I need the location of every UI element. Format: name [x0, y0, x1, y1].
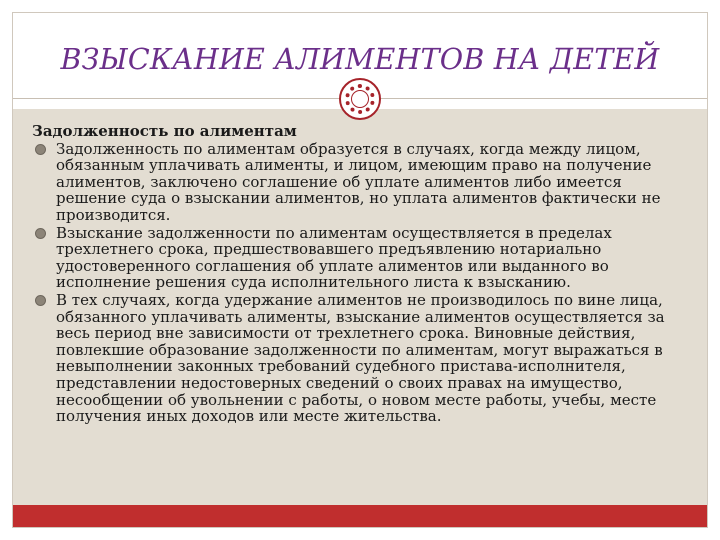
- bullet-item-2: [32, 225, 692, 291]
- round-bullet-icon: [35, 228, 46, 239]
- bullet-text-3: В тех случаях, когда удержание алиментов не производилось по вине лица, обязанного уплачивать алименты, взыскание алиментов осуществляется за весь период вне зависимости от трехлетнего срока. Виновные действия, повлекшие образование задолженности по алиментам, могут выражаться в невыполнении законных требований судебного пристава-исполнителя, представлении недостоверных сведений о своих правах на имущество, несообщении об увольнении с работы, о новом месте работы, учебы, месте получения иных доходов или месте жительства.: [56, 290, 665, 426]
- round-bullet-icon: [35, 144, 46, 155]
- section-heading: Задолженность по алиментам: [32, 122, 297, 140]
- bullet-item-3: [32, 292, 692, 425]
- footer-bar: [13, 505, 707, 527]
- slide-title: ВЗЫСКАНИЕ АЛИМЕНТОВ НА ДЕТЕЙ: [60, 43, 660, 76]
- circle-ornament-icon: [339, 78, 381, 120]
- round-bullet-icon: [35, 295, 46, 306]
- bullet-text-2: Взыскание задолженности по алиментам осуществляется в пределах трехлетнего срока, предшествовавшего предъявлению нотариально удостоверенного соглашения об уплате алиментов или выданного во исполнение решения суда исполнительного листа к взысканию.: [56, 223, 612, 292]
- bullet-item-1: [32, 141, 692, 224]
- bullet-text-1: Задолженность по алиментам образуется в случаях, когда между лицом, обязанным уплачивать алименты, и лицом, имеющим право на получение алиментов, заключено соглашение об уплате алиментов либо имеется решение суда о взыскании алиментов, но уплата алиментов фактически не производится.: [56, 139, 661, 224]
- slide-body: [32, 123, 692, 426]
